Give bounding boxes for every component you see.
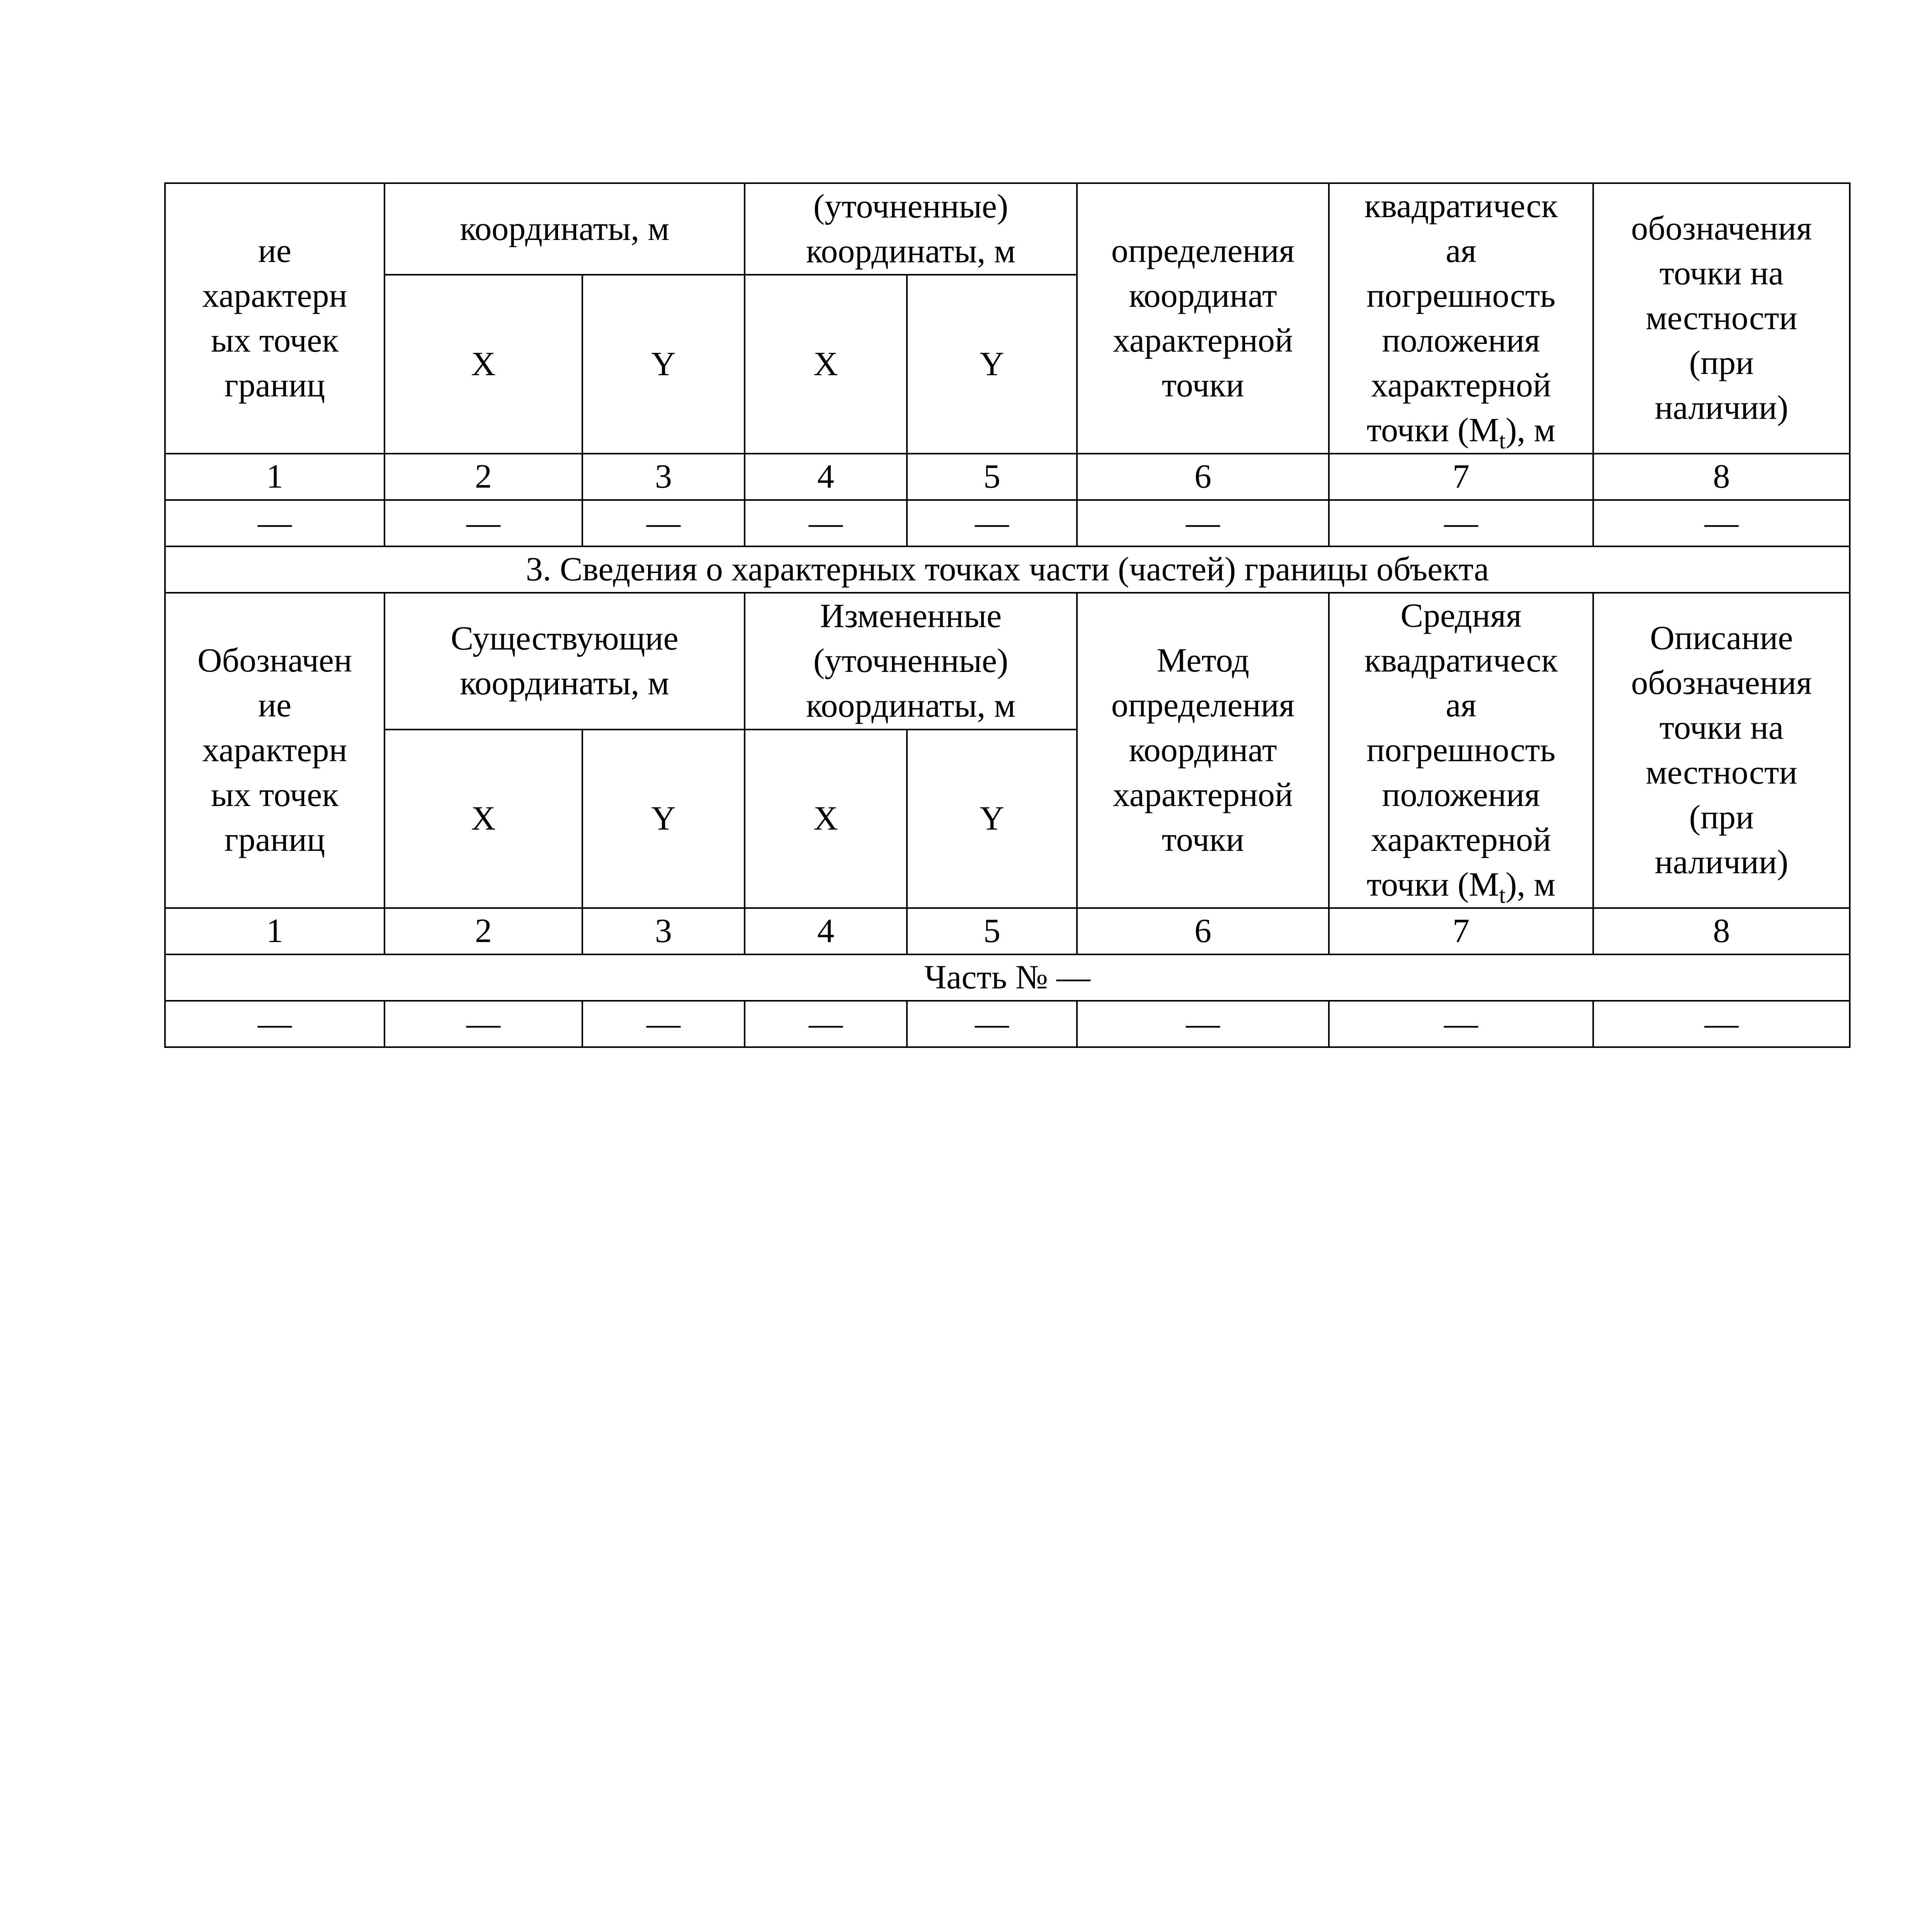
table-row (165, 1001, 1850, 1047)
column-number: 5 (907, 908, 1077, 954)
header-x-existing: X (384, 275, 582, 454)
section-3-title: 3. Сведения о характерных точках части (частей) границы объекта (165, 546, 1850, 593)
column-number: 5 (907, 454, 1077, 500)
header-y-existing: Y (582, 275, 745, 454)
cell-empty: — (907, 500, 1077, 546)
column-number: 3 (582, 454, 745, 500)
header-existing-coords: Существующие координаты, м (384, 593, 745, 730)
cell-empty: — (384, 500, 582, 546)
cell-empty: — (1077, 500, 1329, 546)
header-changed-coords-cont: (уточненные) координаты, м (745, 183, 1077, 275)
part-number-row: Часть № — (165, 954, 1850, 1001)
column-number: 8 (1593, 908, 1850, 954)
header-description-cont: обозначения точки на местности (при наличии) (1593, 183, 1850, 454)
column-number: 2 (384, 454, 582, 500)
cell-empty: — (384, 1001, 582, 1047)
cell-empty: — (1593, 500, 1850, 546)
column-number: 3 (582, 908, 745, 954)
header-y-existing: Y (582, 730, 745, 908)
cell-empty: — (1593, 1001, 1850, 1047)
column-number: 8 (1593, 454, 1850, 500)
cell-empty: — (1077, 1001, 1329, 1047)
column-number: 6 (1077, 908, 1329, 954)
header-error: Средняя квадратическ ая погрешность положения характерной точки $(M_t)$, м (1329, 593, 1593, 908)
header-x-existing: X (384, 730, 582, 908)
cell-empty: — (745, 1001, 907, 1047)
cell-empty: — (165, 500, 384, 546)
header-x-changed: X (745, 275, 907, 454)
cell-empty: — (745, 500, 907, 546)
column-number: 1 (165, 454, 384, 500)
table-row (165, 500, 1850, 546)
column-numbers-row (165, 908, 1850, 954)
cell-empty: — (582, 1001, 745, 1047)
cell-empty: — (1329, 500, 1593, 546)
header-y-changed: Y (907, 730, 1077, 908)
header-method-cont: определения координат характерной точки (1077, 183, 1329, 454)
boundary-points-table (164, 182, 1851, 1048)
header-point-designation-cont: ие характерн ых точек границ (165, 183, 384, 454)
header-error-cont: квадратическ ая погрешность положения характерной точки $(M_t)$, м (1329, 183, 1593, 454)
column-number: 1 (165, 908, 384, 954)
column-number: 7 (1329, 454, 1593, 500)
header-existing-coords-cont: координаты, м (384, 183, 745, 275)
column-numbers-row (165, 454, 1850, 500)
column-number: 4 (745, 908, 907, 954)
cell-empty: — (1329, 1001, 1593, 1047)
cell-empty: — (582, 500, 745, 546)
column-number: 2 (384, 908, 582, 954)
header-x-changed: X (745, 730, 907, 908)
column-number: 4 (745, 454, 907, 500)
column-number: 7 (1329, 908, 1593, 954)
column-number: 6 (1077, 454, 1329, 500)
cell-empty: — (165, 1001, 384, 1047)
header-description: Описание обозначения точки на местности (при наличии) (1593, 593, 1850, 908)
header-method: Метод определения координат характерной точки (1077, 593, 1329, 908)
header-point-designation: Обозначен ие характерн ых точек границ (165, 593, 384, 908)
cell-empty: — (907, 1001, 1077, 1047)
header-y-changed: Y (907, 275, 1077, 454)
header-changed-coords: Измененные (уточненные) координаты, м (745, 593, 1077, 730)
